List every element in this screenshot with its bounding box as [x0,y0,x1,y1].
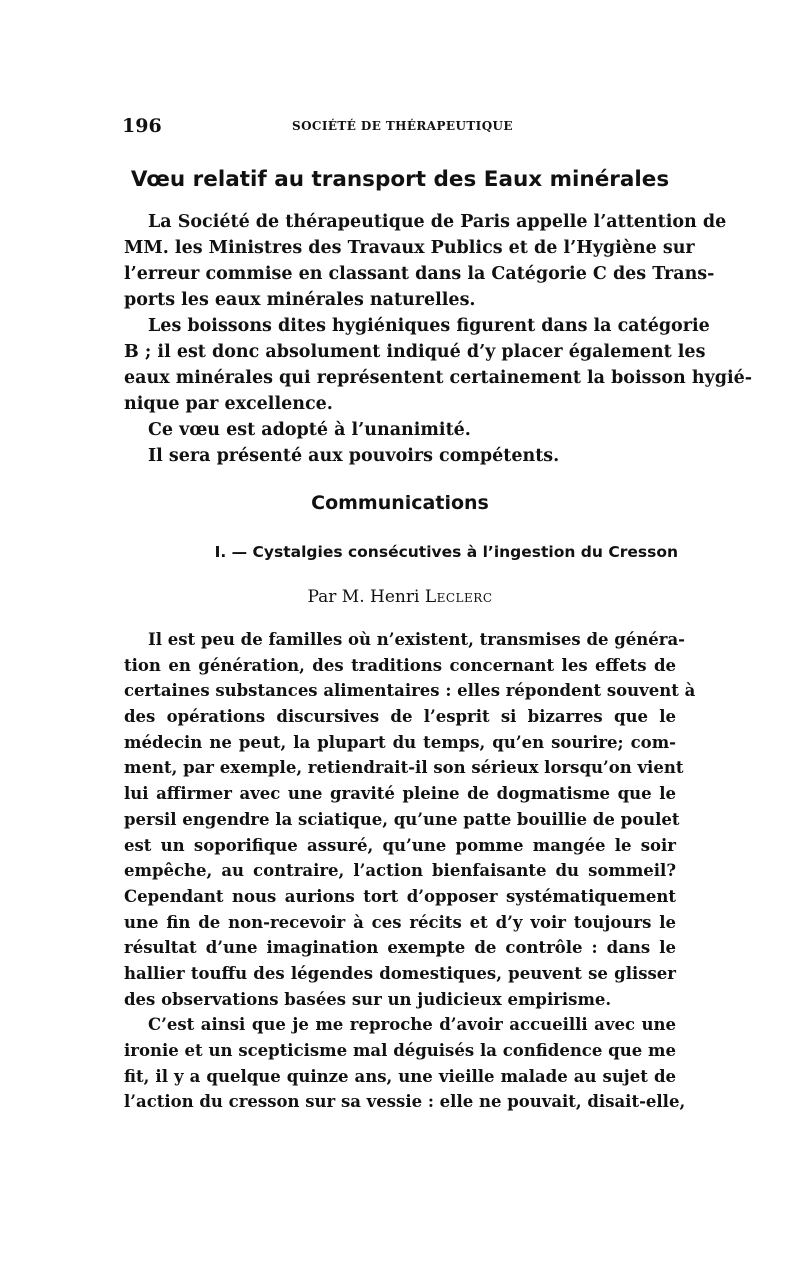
text-line: fit, il y a quelque quinze ans, une vieille malade au sujet de [124,1066,676,1086]
text-line: empêche, au contraire, l’action bienfaisante du sommeil? [124,861,676,881]
article-title: I. — Cystalgies consécutives à l’ingestion du Cresson [214,543,678,561]
text-line: B ; il est donc absolument indiqué d’y placer également les [124,342,706,362]
text-line: persil engendre la sciatique, qu’une patte bouillie de poulet [124,809,680,829]
text-line: lui affirmer avec une gravité pleine de dogmatisme que le [124,784,676,804]
text-line: tion en génération, des traditions concernant les effets de [124,655,676,675]
article-body [124,627,696,1115]
text-line: C’est ainsi que je me reproche d’avoir accueilli avec une [148,1015,676,1035]
byline-prefix: Par M. Henri [307,587,420,607]
text-line: Les boissons dites hygiéniques figurent dans la catégorie [148,316,710,336]
text-line: eaux minérales qui représentent certainement la boisson hygié- [124,368,752,388]
text-line: certaines substances alimentaires : elles répondent souvent à [124,681,696,701]
text-line: Il est peu de familles où n’existent, transmises de généra- [148,630,686,649]
text-line: ironie et un scepticisme mal déguisés la confidence que me [124,1041,676,1060]
text-line: résultat d’une imagination exempte de contrôle : dans le [124,938,676,958]
text-line: l’action du cresson sur sa vessie : elle ne pouvait, disait-elle, [124,1092,686,1112]
page-header [122,115,678,139]
text-line: des observations basées sur un judicieux empirisme. [124,989,612,1009]
text-line: ment, par exemple, retiendrait-il son sérieux lorsqu’on vient [124,758,684,778]
text-line: médecin ne peut, la plupart du temps, qu’en sourire; com- [124,732,676,752]
section-heading: Communications [311,492,489,514]
text-line: des opérations discursives de l’esprit si bizarres que le [124,707,676,727]
running-head: SOCIÉTÉ DE THÉRAPEUTIQUE [292,119,513,133]
text-line: Cependant nous aurions tort d’opposer systématiquement [124,886,676,906]
text-line: ports les eaux minérales naturelles. [124,290,476,310]
text-line: nique par excellence. [124,394,333,414]
voeu-title: Vœu relatif au transport des Eaux minérales [130,167,670,192]
text-line: l’erreur commise en classant dans la Catégorie C des Trans- [124,264,715,284]
text-line: La Société de thérapeutique de Paris appelle l’attention de [148,212,727,232]
text-line: Il sera présenté aux pouvoirs compétents. [148,446,560,466]
text-line: est un soporifique assuré, qu’une pomme mangée le soir [124,835,676,855]
text-line: une fin de non-recevoir à ces récits et d’y voir toujours le [124,912,676,932]
text-line: hallier touffu des légendes domestiques, peuvent se glisser [124,963,676,983]
page-number: 196 [122,115,162,137]
text-line: Ce vœu est adopté à l’unanimité. [148,420,471,440]
byline [122,587,678,607]
text-line: MM. les Ministres des Travaux Publics et de l’Hygiène sur [124,238,695,258]
voeu-body [124,209,752,469]
author-name: Leclerc [424,587,493,607]
